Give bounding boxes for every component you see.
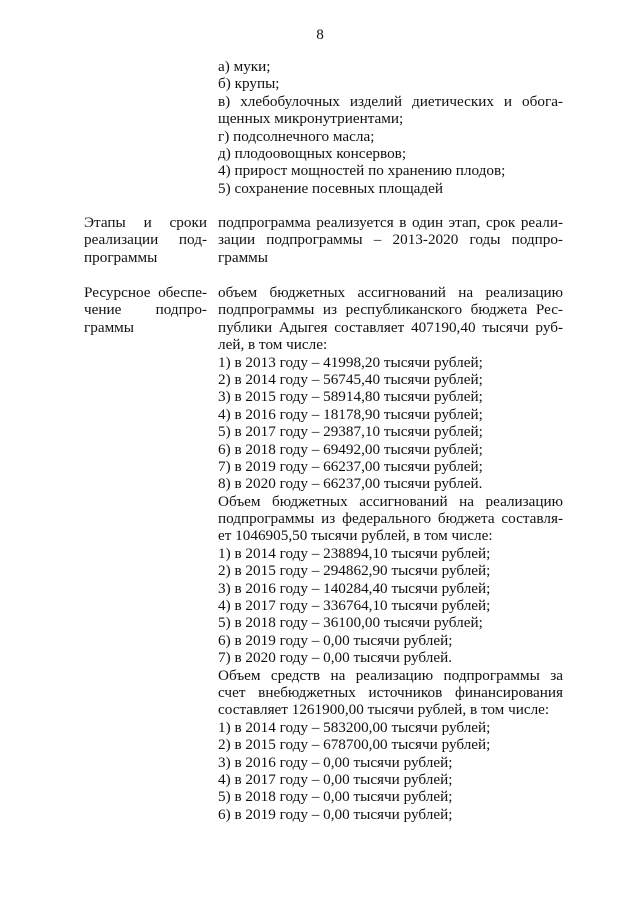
content-line: Объем бюджетных ассигнований на реализацию [218, 492, 563, 510]
list-item: а) муки; [218, 58, 271, 75]
content-line: 7) в 2020 году – 0,00 тысячи рублей. [218, 649, 452, 667]
list-item: 5) сохранение посевных площадей [218, 179, 443, 197]
content-line: зации подпрограммы – 2013-2020 годы подпро- [218, 231, 563, 249]
content-line: 3) в 2016 году – 140284,40 тысячи рублей; [218, 579, 491, 597]
list-item: д) плодоовощных консервов; [218, 144, 407, 162]
content-line: 7) в 2019 году – 66237,00 тысячи рублей; [218, 457, 483, 475]
label-line: Этапы и сроки [84, 214, 207, 231]
list-item: г) подсолнечного масла; [218, 127, 375, 145]
content-line: 6) в 2018 году – 69492,00 тысячи рублей; [218, 440, 483, 458]
content-line: 2) в 2014 году – 56745,40 тысячи рублей; [218, 370, 483, 388]
content-line: 3) в 2016 году – 0,00 тысячи рублей; [218, 753, 453, 771]
content-line: ет 1046905,50 тысячи рублей, в том числе: [218, 527, 493, 545]
content-line: 2) в 2015 году – 294862,90 тысячи рублей; [218, 562, 491, 580]
label-line: Ресурсное обеспе- [84, 284, 207, 301]
list-item: щенных микронутриентами; [218, 110, 404, 128]
content-line: 4) в 2017 году – 336764,10 тысячи рублей; [218, 597, 491, 615]
content-line: объем бюджетных ассигнований на реализацию [218, 284, 563, 301]
content-line: Объем средств на реализацию подпрограммы за [218, 666, 563, 684]
content-line: 1) в 2013 году – 41998,20 тысячи рублей; [218, 353, 483, 371]
content-line: лей, в том числе: [218, 336, 328, 354]
content-line: составляет 1261900,00 тысячи рублей, в том числе: [218, 701, 550, 719]
list-item: 4) прирост мощностей по хранению плодов; [218, 162, 506, 180]
content-line: 4) в 2016 году – 18178,90 тысячи рублей; [218, 405, 483, 423]
content-line: 5) в 2018 году – 36100,00 тысячи рублей; [218, 614, 483, 632]
page-number: 8 [316, 26, 324, 43]
resources-content [218, 284, 563, 823]
content-line: 1) в 2014 году – 238894,10 тысячи рублей; [218, 544, 491, 562]
content-line: 6) в 2019 году – 0,00 тысячи рублей; [218, 805, 453, 823]
content-line: подпрограммы из республиканского бюджета Рес- [218, 301, 563, 319]
stages-label [84, 214, 207, 266]
content-line: подпрограмма реализуется в один этап, срок реали- [218, 214, 563, 231]
content-line: счет внебюджетных источников финансирования [218, 683, 563, 701]
label-line: чение подпро- [84, 301, 207, 319]
content-line: 8) в 2020 году – 66237,00 тысячи рублей. [218, 475, 483, 493]
content-line: публики Адыгея составляет 407190,40 тысячи руб- [218, 318, 563, 336]
stages-content [218, 214, 563, 266]
list-item: б) крупы; [218, 75, 280, 93]
content-line: 1) в 2014 году – 583200,00 тысячи рублей; [218, 718, 491, 736]
top-list [218, 58, 563, 197]
content-line: 5) в 2017 году – 29387,10 тысячи рублей; [218, 423, 483, 441]
content-line: 4) в 2017 году – 0,00 тысячи рублей; [218, 770, 453, 788]
resources-label [84, 284, 207, 336]
content-line: 6) в 2019 году – 0,00 тысячи рублей; [218, 631, 453, 649]
list-item: в) хлебобулочных изделий диетических и обога- [218, 92, 563, 110]
content-line: подпрограммы из федерального бюджета составля- [218, 510, 563, 528]
content-line: 3) в 2015 году – 58914,80 тысячи рублей; [218, 388, 483, 406]
content-line: граммы [218, 248, 268, 266]
content-line: 5) в 2018 году – 0,00 тысячи рублей; [218, 788, 453, 806]
label-line: программы [84, 248, 158, 266]
label-line: реализации под- [84, 231, 207, 249]
label-line: граммы [84, 318, 134, 336]
content-line: 2) в 2015 году – 678700,00 тысячи рублей; [218, 736, 491, 754]
